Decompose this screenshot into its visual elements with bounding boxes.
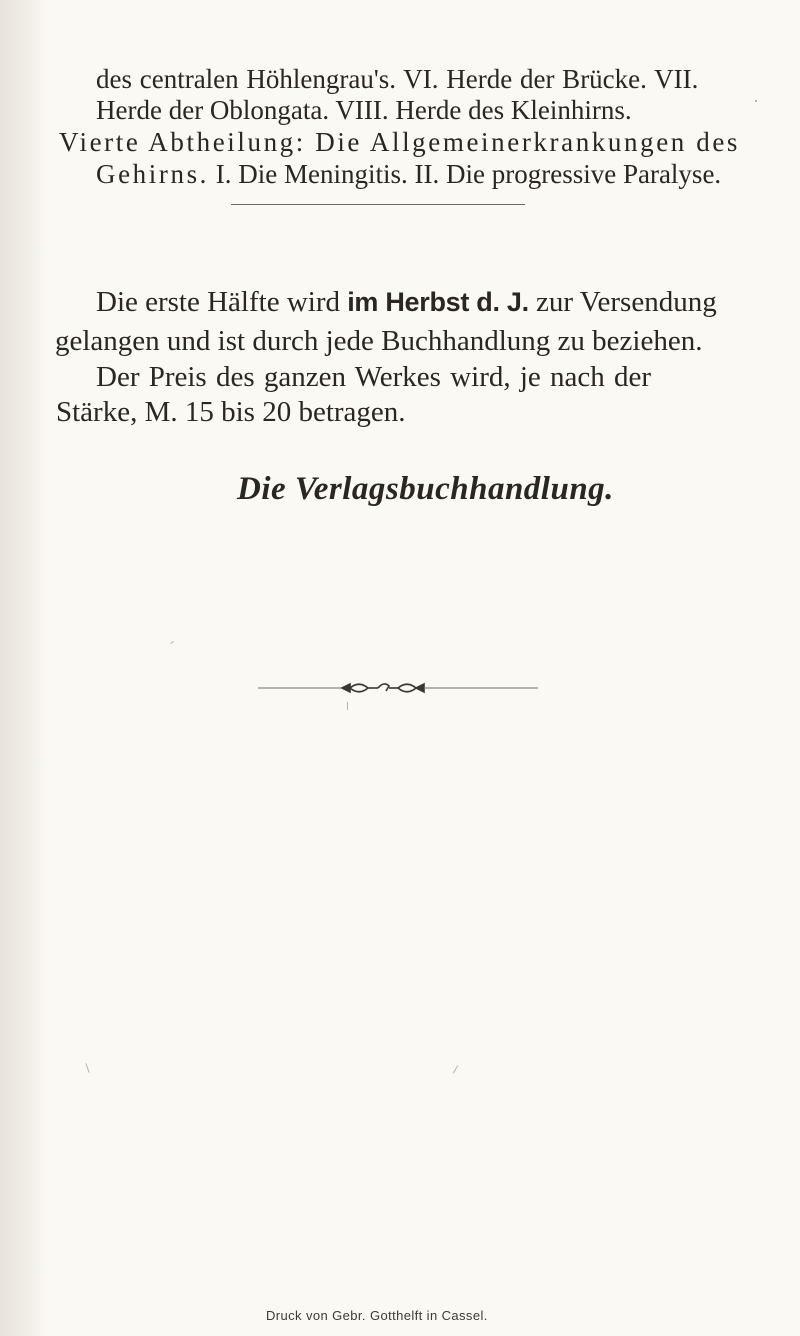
section-divider-rule (231, 204, 525, 205)
publisher-signature: Die Verlagsbuchhandlung. (237, 471, 614, 507)
announcement-line-1-start: Die erste Hälfte wird (96, 286, 340, 318)
paper-speck (347, 702, 348, 710)
contents-line-3-division-heading: Vierte Abtheilung: Die Allgemeinerkrankungen des (59, 127, 741, 157)
announcement-date-emphasis: im Herbst d. J. (347, 287, 529, 317)
paper-speck (453, 1065, 458, 1073)
announcement-line-4: Stärke, M. 15 bis 20 betragen. (56, 396, 406, 428)
contents-gehirns-spaced: Gehirns. (96, 159, 210, 189)
paper-speck (170, 641, 174, 644)
printer-imprint: Druck von Gebr. Gotthelft in Cassel. (266, 1308, 488, 1323)
announcement-line-2: gelangen und ist durch jede Buchhandlung zu beziehen. (55, 325, 703, 357)
announcement-line-1-end: zur Versendung (536, 286, 717, 318)
announcement-line-1 (96, 288, 717, 317)
paper-speck (85, 1063, 89, 1073)
contents-line-2: Herde der Oblongata. VIII. Herde des Kleinhirns. (96, 95, 632, 125)
paper-speck (755, 100, 757, 102)
contents-line-4-rest: I. Die Meningitis. II. Die progressive Paralyse. (215, 159, 722, 189)
page-edge-shading (0, 0, 48, 1336)
announcement-line-3: Der Preis des ganzen Werkes wird, je nach der (96, 361, 652, 393)
contents-line-1: des centralen Höhlengrau's. VI. Herde der Brücke. VII. (96, 64, 699, 94)
ornamental-divider (258, 681, 538, 695)
ornament-flourish-icon (342, 684, 424, 692)
contents-line-4 (96, 161, 721, 188)
